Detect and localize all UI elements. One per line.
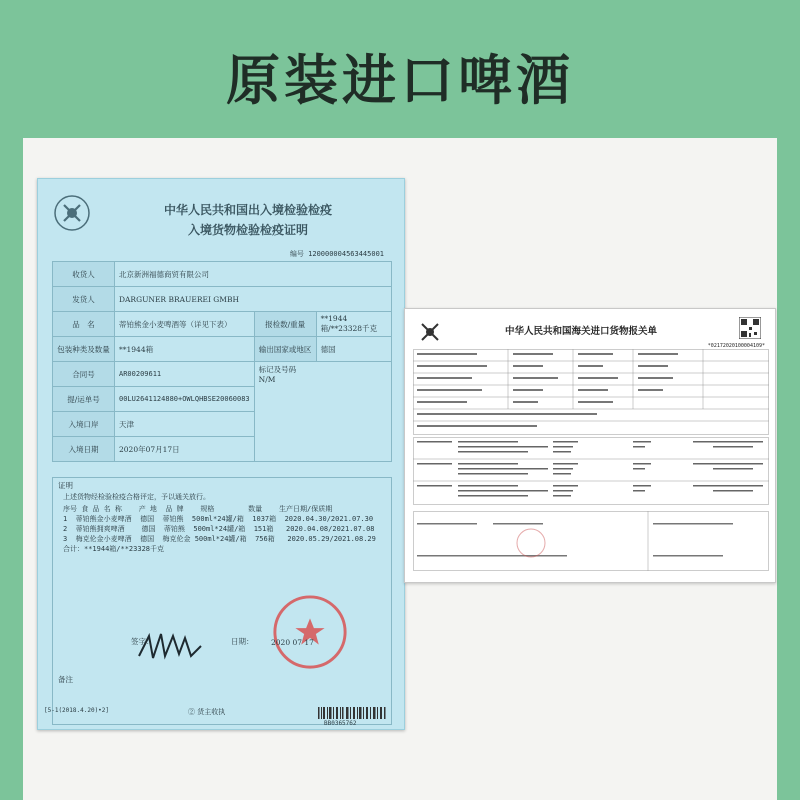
certificate-title: 中华人民共和国出入境检验检疫 — [163, 203, 332, 217]
qr-code-icon — [739, 317, 761, 339]
banner-title: 原装进口啤酒 — [226, 49, 574, 112]
customs-title: 中华人民共和国海关进口货物报关单 — [505, 326, 658, 337]
row-value: AR00209611 — [115, 362, 255, 387]
note-label: 备注 — [58, 675, 73, 684]
row-label: 品 名 — [53, 312, 115, 337]
row-label: 标记及号码 — [258, 365, 297, 374]
table-row — [53, 362, 392, 387]
date-label: 日期： — [231, 637, 254, 646]
remarks-line: 2 蒂铂熊拥爽啤酒 德国 蒂铂熊 500ml*24罐/箱 151箱 2020.04.08/2021.07.08 — [63, 525, 375, 533]
table-row — [53, 262, 392, 287]
row-label: 报检数/重量 — [254, 312, 316, 337]
customs-form-number: *02172020100004109* — [707, 343, 765, 349]
row-label: 输出国家或地区 — [254, 337, 316, 362]
row-value: 北京新洲福德商贸有限公司 — [115, 262, 392, 287]
date-value: 2020 07 17 — [271, 638, 314, 647]
remarks-line: 3 梅克伦金小麦啤酒 德国 梅克伦金 500ml*24罐/箱 756箱 2020.05.29/2021.08.29 — [63, 535, 376, 543]
row-label: 收货人 — [53, 262, 115, 287]
certificate-number: 编号 120000004563445001 — [289, 250, 384, 258]
inspection-emblem-icon — [52, 193, 92, 233]
form-code: [5-1(2018.4.20)•2] — [44, 707, 110, 714]
row-value: 天津 — [115, 412, 255, 437]
row-value: 00LU2641124880+OWLQHBSE20060083 — [115, 387, 255, 412]
certificate-table — [52, 261, 392, 462]
signature-label: 签字： — [131, 637, 154, 646]
row-label: 提/运单号 — [53, 387, 115, 412]
customs-declaration — [404, 308, 776, 583]
table-row — [53, 287, 392, 312]
remarks-line: 序号 食 品 名 称 产 地 品 牌 规格 数量 生产日期/保质期 — [63, 505, 333, 513]
customs-goods-table — [413, 437, 769, 505]
remarks-label: 证明 — [58, 481, 73, 490]
row-value: 德国 — [316, 337, 391, 362]
remarks-line: 合计：**1944箱/**23328千克 — [63, 545, 165, 553]
row-label: 发货人 — [53, 287, 115, 312]
remarks-line: 1 蒂铂熊金小麦啤酒 德国 蒂铂熊 500ml*24罐/箱 1037箱 2020.04.30/2021.07.30 — [63, 515, 374, 523]
certificate-remarks — [52, 477, 392, 725]
remarks-line: 上述货物经检验检疫合格评定，予以通关放行。 — [63, 493, 210, 501]
table-row — [53, 312, 392, 337]
row-value: N/M — [258, 375, 276, 384]
row-label: 合同号 — [53, 362, 115, 387]
row-label: 入境日期 — [53, 437, 115, 462]
customs-emblem-icon — [417, 319, 443, 345]
row-value: 蒂铂熊金小麦啤酒等（详见下表） — [115, 312, 255, 337]
row-value: **1944箱/**23328千克 — [316, 312, 391, 337]
row-label: 包装种类及数量 — [53, 337, 115, 362]
table-row — [53, 337, 392, 362]
official-seal-icon — [271, 593, 349, 671]
row-value: 2020年07月17日 — [115, 437, 255, 462]
serial-number: BB0365762 — [324, 720, 357, 727]
barcode-icon — [318, 707, 388, 719]
customs-header-grid — [413, 349, 769, 435]
row-label: 入境口岸 — [53, 412, 115, 437]
row-value: **1944箱 — [115, 337, 255, 362]
copy-label: ② 货主收执 — [188, 708, 226, 716]
inspection-certificate — [37, 178, 405, 730]
certificate-subtitle: 入境货物检验检疫证明 — [187, 223, 308, 237]
row-value: DARGUNER BRAUEREI GMBH — [115, 287, 392, 312]
customs-signature-area — [413, 511, 769, 571]
